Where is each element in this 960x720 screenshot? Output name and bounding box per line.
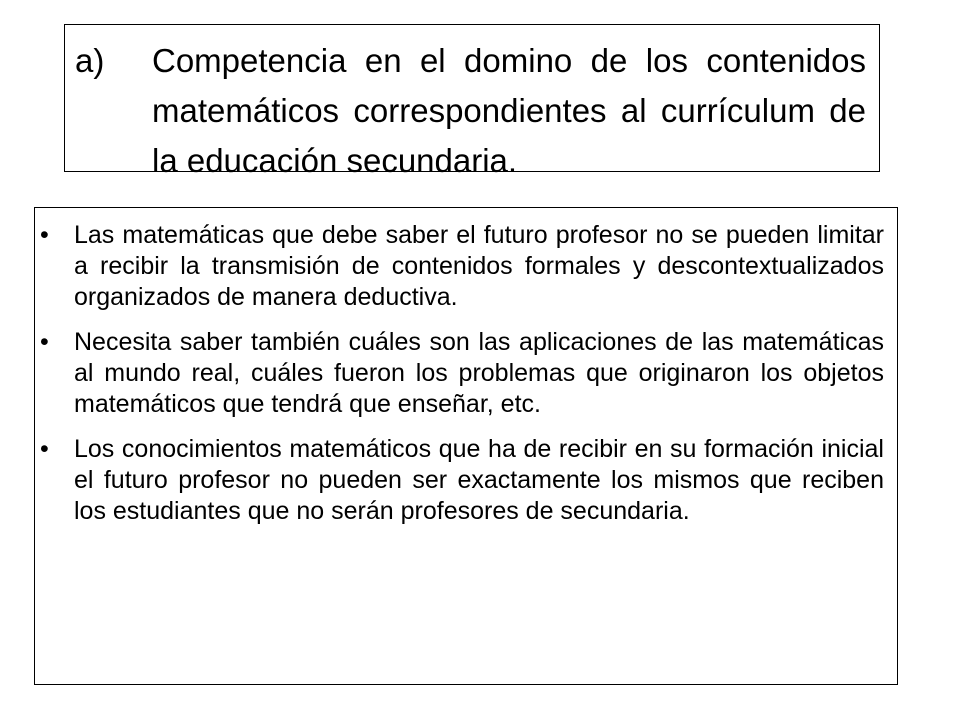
slide-title: Competencia en el domino de los contenidos matemáticos correspondientes al currículum de la educación secundaria. — [152, 42, 866, 179]
content-box — [34, 207, 898, 685]
bullet-icon: • — [40, 435, 49, 463]
bullet-item — [35, 220, 897, 313]
bullet-icon: • — [40, 328, 49, 356]
title-box — [64, 24, 880, 179]
bullet-text: Necesita saber también cuáles son las aplicaciones de las matemáticas al mundo real, cuáles fueron los problemas que originaron los objetos matemáticos que tendrá que enseñar, etc. — [74, 328, 884, 418]
bullet-item — [35, 327, 897, 420]
bullet-item — [35, 434, 897, 527]
title-marker: a) — [75, 42, 105, 79]
bullet-text: Los conocimientos matemáticos que ha de recibir en su formación inicial el futuro profesor no pueden ser exactamente los mismos que reciben los estudiantes que no serán profesores de secundaria. — [74, 435, 884, 525]
bullet-text: Las matemáticas que debe saber el futuro profesor no se pueden limitar a recibir la transmisión de contenidos formales y descontextualizados organizados de manera deductiva. — [74, 221, 884, 311]
bullet-icon: • — [40, 221, 49, 249]
bullet-list — [35, 220, 897, 541]
